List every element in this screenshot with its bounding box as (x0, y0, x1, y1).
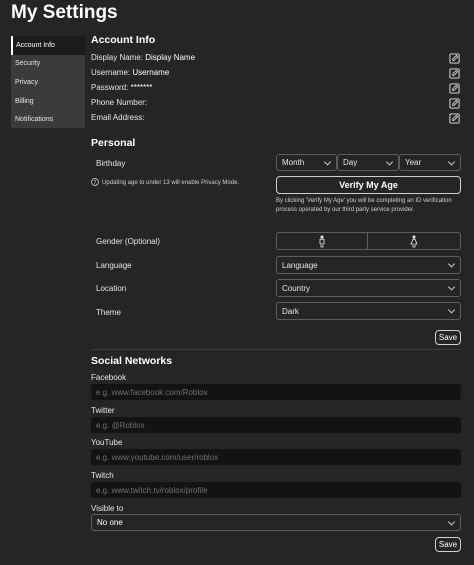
username-label: Username: (91, 68, 131, 77)
female-icon (410, 235, 418, 248)
sidebar-item-billing[interactable]: Billing (15, 98, 34, 105)
verify-age-note: By clicking 'Verify My Age' you will be completing an ID verification process operated by our third party service provider. (276, 198, 452, 213)
svg-text:?: ? (93, 179, 97, 186)
language-label: Language (96, 261, 132, 270)
account-info-title: Account Info (91, 34, 156, 46)
verify-age-button[interactable]: Verify My Age (276, 176, 461, 194)
birthday-day-select[interactable] (337, 154, 399, 171)
social-networks-title: Social Networks (91, 355, 173, 367)
theme-value: Dark (282, 306, 299, 316)
gender-label: Gender (Optional) (96, 237, 161, 246)
birthday-day-value: Day (343, 158, 358, 167)
display-name-value: Display Name (145, 53, 196, 62)
youtube-input[interactable]: e.g. www.youtube.com/user/roblox (91, 449, 461, 465)
location-select[interactable] (276, 279, 461, 297)
visible-to-select[interactable] (91, 514, 461, 531)
edit-phone-icon[interactable] (449, 98, 460, 109)
location-value: Country (282, 283, 311, 293)
username-row (91, 68, 169, 77)
edit-display-name-icon[interactable] (449, 53, 460, 64)
username-value: Username (132, 68, 170, 77)
display-name-label: Display Name: (91, 53, 144, 62)
visible-to-label: Visible to (91, 504, 124, 513)
chevron-down-icon (448, 518, 455, 525)
chevron-down-icon (448, 283, 455, 290)
chevron-down-icon (324, 158, 331, 165)
password-value: ******* (130, 83, 153, 92)
twitter-label: Twitter (91, 406, 115, 415)
twitch-input[interactable]: e.g. www.twitch.tv/roblox/profile (91, 482, 461, 498)
youtube-label: YouTube (91, 438, 123, 447)
birthday-month-select[interactable] (276, 154, 337, 171)
edit-password-icon[interactable] (449, 83, 460, 94)
personal-title: Personal (91, 137, 136, 149)
page-title: My Settings (11, 2, 118, 23)
facebook-label: Facebook (91, 373, 127, 382)
age-privacy-notice: Updating age to under 13 will enable Privacy Mode. (102, 180, 240, 186)
language-select[interactable] (276, 256, 461, 274)
settings-sidebar (11, 36, 85, 128)
sidebar-item-account-info[interactable]: Account Info (11, 36, 85, 55)
facebook-input[interactable]: e.g. www.facebook.com/Roblox (91, 384, 461, 400)
display-name-row (91, 53, 195, 62)
password-label: Password: (91, 83, 129, 92)
theme-label: Theme (96, 308, 121, 317)
language-value: Language (282, 260, 318, 270)
edit-username-icon[interactable] (449, 68, 460, 79)
personal-save-button[interactable]: Save (435, 330, 461, 345)
visible-to-value: No one (97, 518, 123, 527)
birthday-year-select[interactable] (399, 154, 461, 171)
birthday-year-value: Year (405, 158, 422, 167)
chevron-down-icon (448, 306, 455, 313)
question-icon[interactable] (91, 178, 99, 186)
password-row (91, 83, 152, 92)
location-label: Location (96, 284, 127, 293)
sidebar-item-security[interactable]: Security (15, 60, 41, 67)
gender-female-button[interactable] (368, 232, 461, 250)
twitch-label: Twitch (91, 471, 114, 480)
twitter-input[interactable]: e.g. @Roblox (91, 417, 461, 433)
chevron-down-icon (386, 158, 393, 165)
male-icon (318, 235, 326, 248)
theme-select[interactable] (276, 302, 461, 320)
section-divider (91, 349, 461, 350)
gender-male-button[interactable] (276, 232, 368, 250)
sidebar-item-privacy[interactable]: Privacy (15, 79, 38, 86)
chevron-down-icon (448, 260, 455, 267)
phone-label: Phone Number: (91, 98, 148, 107)
birthday-label: Birthday (96, 159, 126, 168)
chevron-down-icon (448, 158, 455, 165)
social-save-button[interactable]: Save (435, 537, 461, 552)
sidebar-item-notifications[interactable]: Notifications (15, 116, 54, 123)
email-label: Email Address: (91, 113, 145, 122)
edit-email-icon[interactable] (449, 113, 460, 124)
birthday-month-value: Month (282, 158, 305, 167)
